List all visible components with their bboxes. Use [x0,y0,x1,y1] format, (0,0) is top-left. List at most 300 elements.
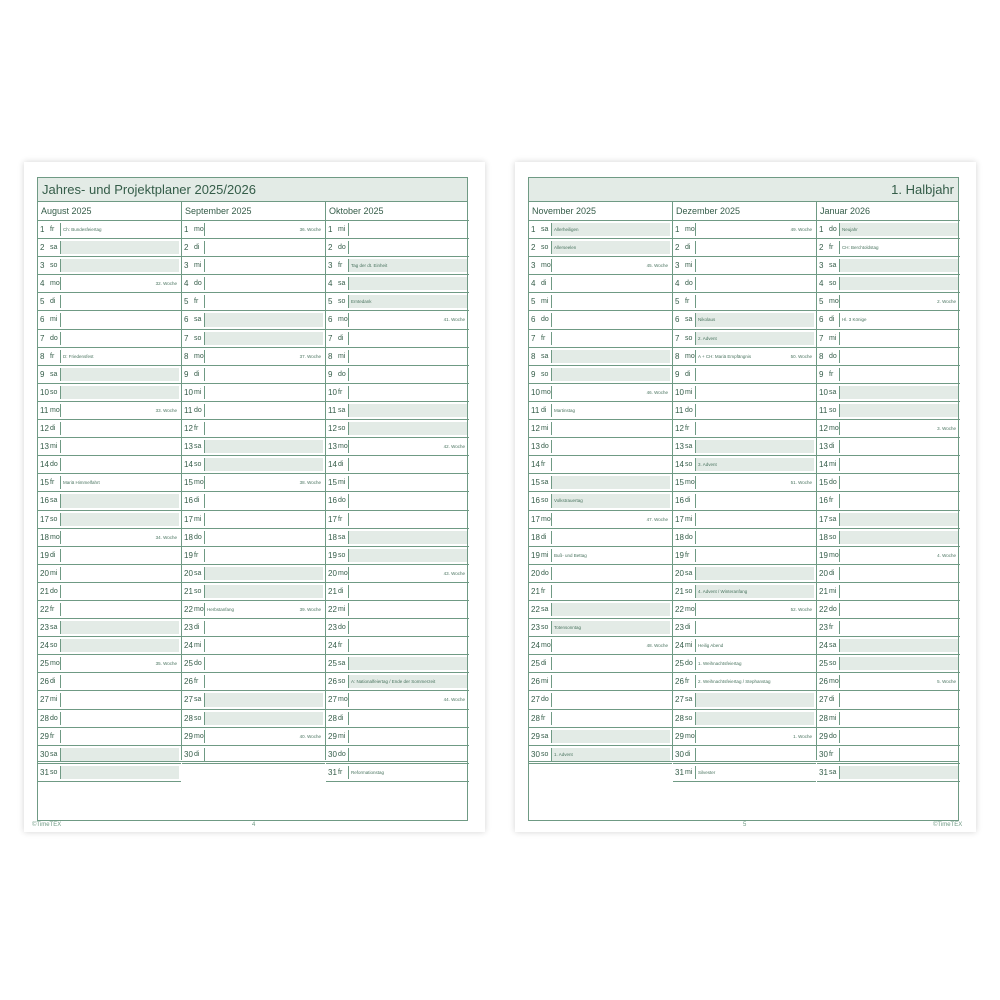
day-entry-cell[interactable] [204,748,323,761]
day-row[interactable] [529,710,672,728]
day-entry-cell[interactable] [551,730,670,743]
day-entry-cell[interactable] [204,494,323,507]
day-entry-cell[interactable] [839,621,958,634]
day-row[interactable] [38,637,181,655]
day-entry-cell[interactable] [551,675,670,688]
day-row[interactable] [326,529,469,547]
day-row[interactable] [673,601,816,619]
day-entry-cell[interactable] [204,277,323,290]
day-row[interactable] [326,637,469,655]
day-row[interactable] [38,402,181,420]
day-row[interactable] [182,691,325,709]
day-entry-cell[interactable] [60,422,179,435]
day-row[interactable] [529,330,672,348]
day-entry-cell[interactable] [695,621,814,634]
day-row[interactable] [529,619,672,637]
day-entry-cell[interactable] [695,748,814,761]
day-row[interactable] [529,402,672,420]
day-row[interactable] [38,583,181,601]
day-row[interactable] [38,619,181,637]
day-entry-cell[interactable] [348,458,467,471]
day-entry-cell[interactable] [839,404,958,417]
day-entry-cell[interactable] [204,639,323,652]
day-row[interactable] [182,330,325,348]
day-row[interactable] [529,420,672,438]
day-row[interactable] [38,728,181,746]
day-row[interactable] [529,239,672,257]
day-entry-cell[interactable] [839,440,958,453]
day-entry-cell[interactable] [204,404,323,417]
day-row[interactable] [326,691,469,709]
day-row[interactable] [326,384,469,402]
day-entry-cell[interactable] [695,531,814,544]
day-entry-cell[interactable] [839,332,958,345]
day-row[interactable] [673,330,816,348]
day-row[interactable] [817,547,960,565]
day-row[interactable] [817,529,960,547]
day-entry-cell[interactable] [695,386,814,399]
day-entry-cell[interactable] [839,494,958,507]
day-row[interactable] [38,529,181,547]
day-entry-cell[interactable] [348,241,467,254]
day-row[interactable] [38,384,181,402]
day-entry-cell[interactable] [695,368,814,381]
day-row[interactable] [673,239,816,257]
day-entry-cell[interactable] [839,657,958,670]
day-entry-cell[interactable] [839,603,958,616]
day-row[interactable] [38,239,181,257]
day-row[interactable] [182,565,325,583]
day-entry-cell[interactable] [60,494,179,507]
day-entry-cell[interactable] [839,386,958,399]
day-row[interactable] [817,330,960,348]
day-entry-cell[interactable] [348,549,467,562]
day-row[interactable] [326,348,469,366]
day-entry-cell[interactable] [695,295,814,308]
day-entry-cell[interactable] [204,693,323,706]
day-row[interactable] [326,239,469,257]
day-entry-cell[interactable] [695,259,814,272]
day-entry-cell[interactable] [60,693,179,706]
day-entry-cell[interactable] [348,513,467,526]
day-row[interactable] [817,673,960,691]
day-entry-cell[interactable] [839,350,958,363]
day-entry-cell[interactable] [60,603,179,616]
day-entry-cell[interactable] [60,748,179,761]
day-row[interactable] [529,511,672,529]
day-row[interactable] [529,384,672,402]
day-entry-cell[interactable] [348,404,467,417]
day-entry-cell[interactable] [204,657,323,670]
day-row[interactable] [182,710,325,728]
day-entry-cell[interactable] [695,712,814,725]
day-entry-cell[interactable] [839,748,958,761]
day-row[interactable] [817,583,960,601]
day-entry-cell[interactable] [695,494,814,507]
day-entry-cell[interactable] [60,730,179,743]
day-row[interactable] [326,402,469,420]
day-entry-cell[interactable] [551,585,670,598]
day-entry-cell[interactable] [839,639,958,652]
day-row[interactable] [38,601,181,619]
day-entry-cell[interactable] [695,567,814,580]
day-row[interactable] [817,456,960,474]
day-row[interactable] [182,221,325,239]
day-row[interactable] [817,474,960,492]
day-entry-cell[interactable] [204,422,323,435]
day-row[interactable] [529,438,672,456]
day-row[interactable] [326,619,469,637]
day-row[interactable] [817,637,960,655]
day-entry-cell[interactable] [551,295,670,308]
day-entry-cell[interactable] [60,549,179,562]
day-entry-cell[interactable] [204,440,323,453]
day-entry-cell[interactable] [204,458,323,471]
day-row[interactable] [182,655,325,673]
day-row[interactable] [673,474,816,492]
day-entry-cell[interactable] [551,350,670,363]
day-row[interactable] [817,402,960,420]
day-row[interactable] [326,710,469,728]
day-row[interactable] [529,728,672,746]
day-row[interactable] [326,366,469,384]
day-entry-cell[interactable] [551,277,670,290]
day-row[interactable] [326,257,469,275]
day-row[interactable] [673,492,816,510]
day-entry-cell[interactable] [839,585,958,598]
day-row[interactable] [38,691,181,709]
day-entry-cell[interactable] [348,422,467,435]
day-row[interactable] [673,583,816,601]
day-row[interactable] [817,691,960,709]
day-row[interactable] [182,547,325,565]
day-entry-cell[interactable] [348,350,467,363]
day-row[interactable] [182,275,325,293]
day-entry-cell[interactable] [348,277,467,290]
day-row[interactable] [673,257,816,275]
day-row[interactable] [182,311,325,329]
day-row[interactable] [673,565,816,583]
day-row[interactable] [182,601,325,619]
day-row[interactable] [529,583,672,601]
day-row[interactable] [673,420,816,438]
day-entry-cell[interactable] [348,730,467,743]
day-row[interactable] [817,293,960,311]
day-entry-cell[interactable] [60,567,179,580]
day-entry-cell[interactable] [60,313,179,326]
day-entry-cell[interactable] [348,603,467,616]
day-entry-cell[interactable] [551,476,670,489]
day-entry-cell[interactable] [204,621,323,634]
day-row[interactable] [326,311,469,329]
day-row[interactable] [326,438,469,456]
day-row[interactable] [817,710,960,728]
day-entry-cell[interactable] [695,241,814,254]
day-row[interactable] [673,311,816,329]
day-entry-cell[interactable] [60,241,179,254]
day-row[interactable] [529,474,672,492]
day-row[interactable] [673,384,816,402]
day-entry-cell[interactable] [60,675,179,688]
day-row[interactable] [38,420,181,438]
day-row[interactable] [529,547,672,565]
day-entry-cell[interactable] [60,332,179,345]
day-row[interactable] [38,221,181,239]
day-entry-cell[interactable] [551,458,670,471]
day-row[interactable] [817,601,960,619]
day-entry-cell[interactable] [839,368,958,381]
day-row[interactable] [38,673,181,691]
day-entry-cell[interactable] [839,712,958,725]
day-row[interactable] [38,474,181,492]
day-row[interactable] [817,655,960,673]
day-entry-cell[interactable] [348,585,467,598]
day-entry-cell[interactable] [551,693,670,706]
day-entry-cell[interactable] [60,712,179,725]
day-row[interactable] [673,438,816,456]
day-row[interactable] [673,655,816,673]
day-row[interactable] [817,221,960,239]
day-entry-cell[interactable] [348,531,467,544]
day-entry-cell[interactable] [695,440,814,453]
day-row[interactable] [326,728,469,746]
day-row[interactable] [326,601,469,619]
day-entry-cell[interactable] [348,494,467,507]
day-entry-cell[interactable] [204,675,323,688]
day-entry-cell[interactable] [551,657,670,670]
day-row[interactable] [817,492,960,510]
day-row[interactable] [817,565,960,583]
day-row[interactable] [326,565,469,583]
day-entry-cell[interactable] [348,712,467,725]
day-entry-cell[interactable] [551,567,670,580]
day-row[interactable] [817,366,960,384]
day-row[interactable] [182,239,325,257]
day-row[interactable] [673,221,816,239]
day-row[interactable] [38,565,181,583]
day-entry-cell[interactable] [839,458,958,471]
day-entry-cell[interactable] [695,693,814,706]
day-entry-cell[interactable] [551,712,670,725]
day-row[interactable] [817,275,960,293]
day-row[interactable] [38,438,181,456]
day-entry-cell[interactable] [204,259,323,272]
day-entry-cell[interactable] [551,368,670,381]
day-row[interactable] [182,619,325,637]
day-row[interactable] [38,366,181,384]
day-row[interactable] [182,257,325,275]
day-row[interactable] [182,637,325,655]
day-entry-cell[interactable] [204,513,323,526]
day-entry-cell[interactable] [348,223,467,236]
day-entry-cell[interactable] [348,476,467,489]
day-row[interactable] [817,511,960,529]
day-row[interactable] [817,311,960,329]
day-row[interactable] [182,420,325,438]
day-entry-cell[interactable] [551,531,670,544]
day-row[interactable] [326,583,469,601]
day-row[interactable] [673,348,816,366]
day-entry-cell[interactable] [348,639,467,652]
day-row[interactable] [38,492,181,510]
day-row[interactable] [326,221,469,239]
day-entry-cell[interactable] [551,603,670,616]
day-entry-cell[interactable] [60,386,179,399]
day-entry-cell[interactable] [204,585,323,598]
day-entry-cell[interactable] [60,458,179,471]
day-row[interactable] [529,293,672,311]
day-entry-cell[interactable] [204,386,323,399]
day-entry-cell[interactable] [839,476,958,489]
day-row[interactable] [673,511,816,529]
day-row[interactable] [529,565,672,583]
day-row[interactable] [38,293,181,311]
day-row[interactable] [182,402,325,420]
day-entry-cell[interactable] [60,295,179,308]
day-entry-cell[interactable] [348,748,467,761]
day-entry-cell[interactable] [839,513,958,526]
day-row[interactable] [182,438,325,456]
day-entry-cell[interactable] [60,259,179,272]
day-row[interactable] [38,348,181,366]
day-row[interactable] [326,275,469,293]
day-row[interactable] [182,492,325,510]
day-row[interactable] [38,511,181,529]
day-row[interactable] [326,673,469,691]
day-row[interactable] [529,366,672,384]
day-row[interactable] [38,655,181,673]
day-row[interactable] [673,637,816,655]
day-entry-cell[interactable] [695,422,814,435]
day-row[interactable] [182,384,325,402]
day-row[interactable] [817,619,960,637]
day-row[interactable] [182,474,325,492]
day-entry-cell[interactable] [839,730,958,743]
day-entry-cell[interactable] [204,295,323,308]
day-row[interactable] [673,402,816,420]
day-row[interactable] [529,257,672,275]
day-entry-cell[interactable] [551,332,670,345]
day-row[interactable] [529,529,672,547]
day-row[interactable] [529,655,672,673]
day-entry-cell[interactable] [551,440,670,453]
day-entry-cell[interactable] [60,440,179,453]
day-row[interactable] [529,456,672,474]
day-entry-cell[interactable] [204,549,323,562]
day-entry-cell[interactable] [60,585,179,598]
day-row[interactable] [817,384,960,402]
day-row[interactable] [38,710,181,728]
day-entry-cell[interactable] [839,531,958,544]
day-row[interactable] [529,348,672,366]
day-row[interactable] [673,710,816,728]
day-entry-cell[interactable] [204,332,323,345]
day-row[interactable] [326,456,469,474]
day-row[interactable] [529,221,672,239]
day-row[interactable] [326,330,469,348]
day-row[interactable] [182,456,325,474]
day-row[interactable] [817,239,960,257]
day-row[interactable] [326,420,469,438]
day-entry-cell[interactable] [839,567,958,580]
day-entry-cell[interactable] [551,422,670,435]
day-entry-cell[interactable] [839,277,958,290]
day-row[interactable] [38,330,181,348]
day-row[interactable] [182,293,325,311]
day-entry-cell[interactable] [695,277,814,290]
day-row[interactable] [529,691,672,709]
day-row[interactable] [326,492,469,510]
day-row[interactable] [673,293,816,311]
day-entry-cell[interactable] [204,531,323,544]
day-entry-cell[interactable] [348,657,467,670]
day-entry-cell[interactable] [60,368,179,381]
day-entry-cell[interactable] [348,621,467,634]
day-entry-cell[interactable] [695,404,814,417]
day-entry-cell[interactable] [204,241,323,254]
day-row[interactable] [817,438,960,456]
day-row[interactable] [326,293,469,311]
day-row[interactable] [326,474,469,492]
day-entry-cell[interactable] [695,513,814,526]
day-row[interactable] [182,348,325,366]
day-entry-cell[interactable] [348,368,467,381]
day-row[interactable] [182,529,325,547]
day-row[interactable] [326,655,469,673]
day-entry-cell[interactable] [204,368,323,381]
day-entry-cell[interactable] [60,513,179,526]
day-row[interactable] [38,547,181,565]
day-row[interactable] [38,311,181,329]
day-row[interactable] [673,529,816,547]
day-entry-cell[interactable] [839,259,958,272]
day-row[interactable] [38,275,181,293]
day-row[interactable] [326,511,469,529]
day-row[interactable] [673,619,816,637]
day-row[interactable] [673,275,816,293]
day-row[interactable] [326,547,469,565]
day-row[interactable] [182,583,325,601]
day-entry-cell[interactable] [348,386,467,399]
day-entry-cell[interactable] [348,332,467,345]
day-entry-cell[interactable] [695,549,814,562]
day-entry-cell[interactable] [551,313,670,326]
day-row[interactable] [529,311,672,329]
day-row[interactable] [673,728,816,746]
day-entry-cell[interactable] [60,639,179,652]
day-entry-cell[interactable] [839,693,958,706]
day-row[interactable] [673,366,816,384]
day-row[interactable] [38,456,181,474]
day-row[interactable] [38,257,181,275]
day-row[interactable] [817,420,960,438]
day-row[interactable] [673,456,816,474]
day-row[interactable] [529,637,672,655]
day-row[interactable] [817,728,960,746]
day-entry-cell[interactable] [204,567,323,580]
day-row[interactable] [529,601,672,619]
day-entry-cell[interactable] [204,313,323,326]
day-row[interactable] [182,673,325,691]
day-row[interactable] [529,275,672,293]
day-row[interactable] [529,492,672,510]
day-row[interactable] [182,728,325,746]
day-entry-cell[interactable] [204,712,323,725]
day-row[interactable] [817,257,960,275]
day-row[interactable] [529,673,672,691]
day-entry-cell[interactable] [60,621,179,634]
day-row[interactable] [673,673,816,691]
